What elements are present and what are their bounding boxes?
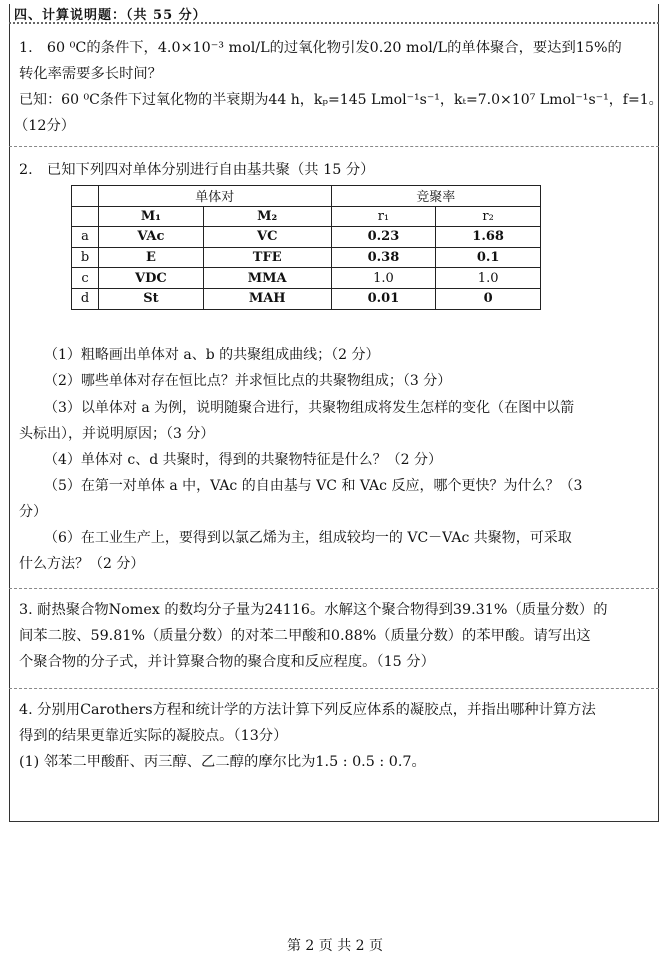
cell-r2: 1.0 [436, 268, 541, 289]
cell-r2: 0 [436, 288, 541, 309]
q2-sub1: （1）粗略画出单体对 a、b 的共聚组成曲线；（2 分） [44, 347, 380, 363]
table-row [72, 268, 541, 289]
cell-r1: 1.0 [331, 268, 436, 289]
cell-m1: St [99, 288, 204, 309]
q2-sub3b: 头标出），并说明原因；（3 分） [19, 426, 215, 442]
row-label: d [72, 288, 99, 309]
table-corner-cell [72, 186, 99, 207]
section-header: 四、计算说明题：（共 55 分） [14, 8, 207, 23]
q2-sub6b: 什么方法？（2 分） [19, 556, 145, 572]
reactivity-ratio-header: 竞聚率 [331, 186, 540, 207]
q2-sub2: （2）哪些单体对存在恒比点？并求恒比点的共聚物组成；（3 分） [44, 373, 452, 389]
row-label: a [72, 227, 99, 248]
q1-line1: 1. 60 ⁰C的条件下，4.0×10⁻³ mol/L的过氧化物引发0.20 mol/L的单体聚合，要达到15%的 [19, 40, 622, 56]
cell-r2: 1.68 [436, 227, 541, 248]
cell-m1: VAc [99, 227, 204, 248]
cell-r1: 0.23 [331, 227, 436, 248]
col-r1-header: r₁ [331, 206, 436, 227]
page-number: 第 2 页 共 2 页 [286, 938, 384, 954]
q2-sub6a: （6）在工业生产上，要得到以氯乙烯为主，组成较均一的 VC－VAc 共聚物，可采取 [44, 530, 572, 546]
row-label: c [72, 268, 99, 289]
table-group-header-row [72, 186, 541, 207]
q2-sub5b: 分） [19, 504, 47, 520]
q2-sub4: （4）单体对 c、d 共聚时，得到的共聚物特征是什么？（2 分） [44, 452, 442, 468]
q1-line2: 转化率需要多长时间？ [19, 66, 162, 82]
separator [9, 588, 659, 589]
q3-line2: 间苯二胺、59.81%（质量分数）的对苯二甲酸和0.88%（质量分数）的苯甲酸。请写出这 [19, 628, 591, 644]
col-r2-header: r₂ [436, 206, 541, 227]
q2-sub3a: （3）以单体对 a 为例，说明随聚合进行，共聚物组成将发生怎样的变化（在图中以箭 [44, 400, 575, 416]
cell-r1: 0.38 [331, 247, 436, 268]
cell-r1: 0.01 [331, 288, 436, 309]
monomer-pair-header: 单体对 [99, 186, 332, 207]
q1-line3: 已知：60 ⁰C条件下过氧化物的半衰期为44 h，kₚ=145 Lmol⁻¹s⁻¹，kₜ=7.0×10⁷ Lmol⁻¹s⁻¹，f=1。 [19, 92, 663, 108]
q4-line2: 得到的结果更靠近实际的凝胶点。（13分） [19, 728, 288, 744]
table-row [72, 247, 541, 268]
q2-intro: 2. 已知下列四对单体分别进行自由基共聚（共 15 分） [19, 162, 375, 178]
cell-m2: VC [203, 227, 331, 248]
col-m1-header: M₁ [99, 206, 204, 227]
table-row [72, 227, 541, 248]
q2-sub5a: （5）在第一对单体 a 中，VAc 的自由基与 VC 和 VAc 反应，哪个更快？为什么？（3 [44, 478, 583, 494]
cell-r2: 0.1 [436, 247, 541, 268]
reactivity-ratio-table [71, 185, 541, 310]
col-m2-header: M₂ [203, 206, 331, 227]
cell-m2: MAH [203, 288, 331, 309]
separator [9, 688, 659, 689]
q3-line1: 3. 耐热聚合物Nomex 的数均分子量为24116。水解这个聚合物得到39.31%（质量分数）的 [19, 602, 608, 618]
q1-line4: （12分） [14, 118, 76, 134]
q4-line1: 4. 分别用Carothers方程和统计学的方法计算下列反应体系的凝胶点，并指出哪种计算方法 [19, 702, 596, 718]
q4-line3: (1) 邻苯二甲酸酐、丙三醇、乙二醇的摩尔比为1.5 : 0.5 : 0.7。 [19, 754, 426, 770]
cell-m2: MMA [203, 268, 331, 289]
row-label: b [72, 247, 99, 268]
separator [9, 146, 659, 147]
table-column-header-row [72, 206, 541, 227]
cell-m1: VDC [99, 268, 204, 289]
cell-m2: TFE [203, 247, 331, 268]
table-row [72, 288, 541, 309]
table-label-header [72, 206, 99, 227]
cell-m1: E [99, 247, 204, 268]
q3-line3: 个聚合物的分子式，并计算聚合物的聚合度和反应程度。（15 分） [19, 654, 435, 670]
